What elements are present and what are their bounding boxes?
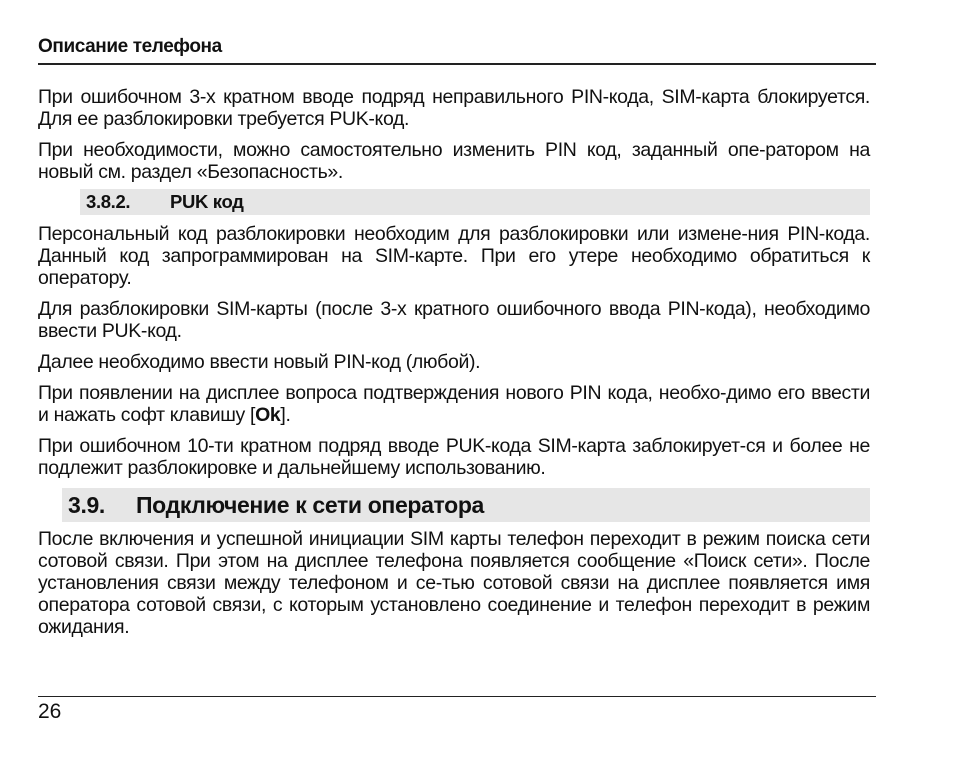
subsection-heading bbox=[80, 189, 870, 215]
confirm-text-after: ]. bbox=[280, 404, 291, 426]
paragraph-confirm-pin bbox=[38, 382, 870, 426]
confirm-text-before: При появлении на дисплее вопроса подтверждения нового PIN кода, необхо-димо его ввести и нажать софт клавишу [ bbox=[38, 382, 870, 426]
page-number: 26 bbox=[38, 700, 62, 723]
paragraph-pin-change: При необходимости, можно самостоятельно изменить PIN код, заданный опе-ратором на новый см. раздел «Безопасность». bbox=[38, 139, 870, 183]
footer-rule bbox=[38, 696, 876, 697]
section-heading bbox=[62, 488, 870, 522]
ok-key-label: Ok bbox=[255, 404, 281, 426]
section-number: 3.9. bbox=[68, 492, 105, 518]
paragraph-new-pin: Далее необходимо ввести новый PIN-код (любой). bbox=[38, 351, 481, 373]
body-text bbox=[38, 86, 870, 647]
paragraph-puk-unblock: Для разблокировки SIM-карты (после 3-х кратного ошибочного ввода PIN-кода), необходимо ввести PUK-код. bbox=[38, 298, 870, 342]
subsection-title: PUK код bbox=[170, 191, 244, 212]
subsection-number: 3.8.2. bbox=[86, 191, 131, 212]
paragraph-network: После включения и успешной инициации SIM карты телефон переходит в режим поиска сети сотовой связи. При этом на дисплее телефона появляется сообщение «Поиск сети». После установления связи между телефоном и се-тью сотовой связи на дисплее появляется имя оператора сотовой связи, с которым установлено соединение и телефон переходит в режим ожидания. bbox=[38, 528, 870, 638]
paragraph-puk-intro: Персональный код разблокировки необходим для разблокировки или измене-ния PIN-кода. Данный код запрограммирован на SIM-карте. При его утере необходимо обратиться к оператору. bbox=[38, 223, 870, 289]
section-title: Подключение к сети оператора bbox=[136, 492, 485, 518]
paragraph-sim-blocked: При ошибочном 10-ти кратном подряд вводе PUK-кода SIM-карта заблокирует-ся и более не подлежит разблокировке и дальнейшему использованию. bbox=[38, 435, 870, 479]
paragraph-pin-block: При ошибочном 3-х кратном вводе подряд неправильного PIN-кода, SIM-карта блокируется. Для ее разблокировки требуется PUK-код. bbox=[38, 86, 870, 130]
running-header: Описание телефона bbox=[38, 36, 876, 65]
